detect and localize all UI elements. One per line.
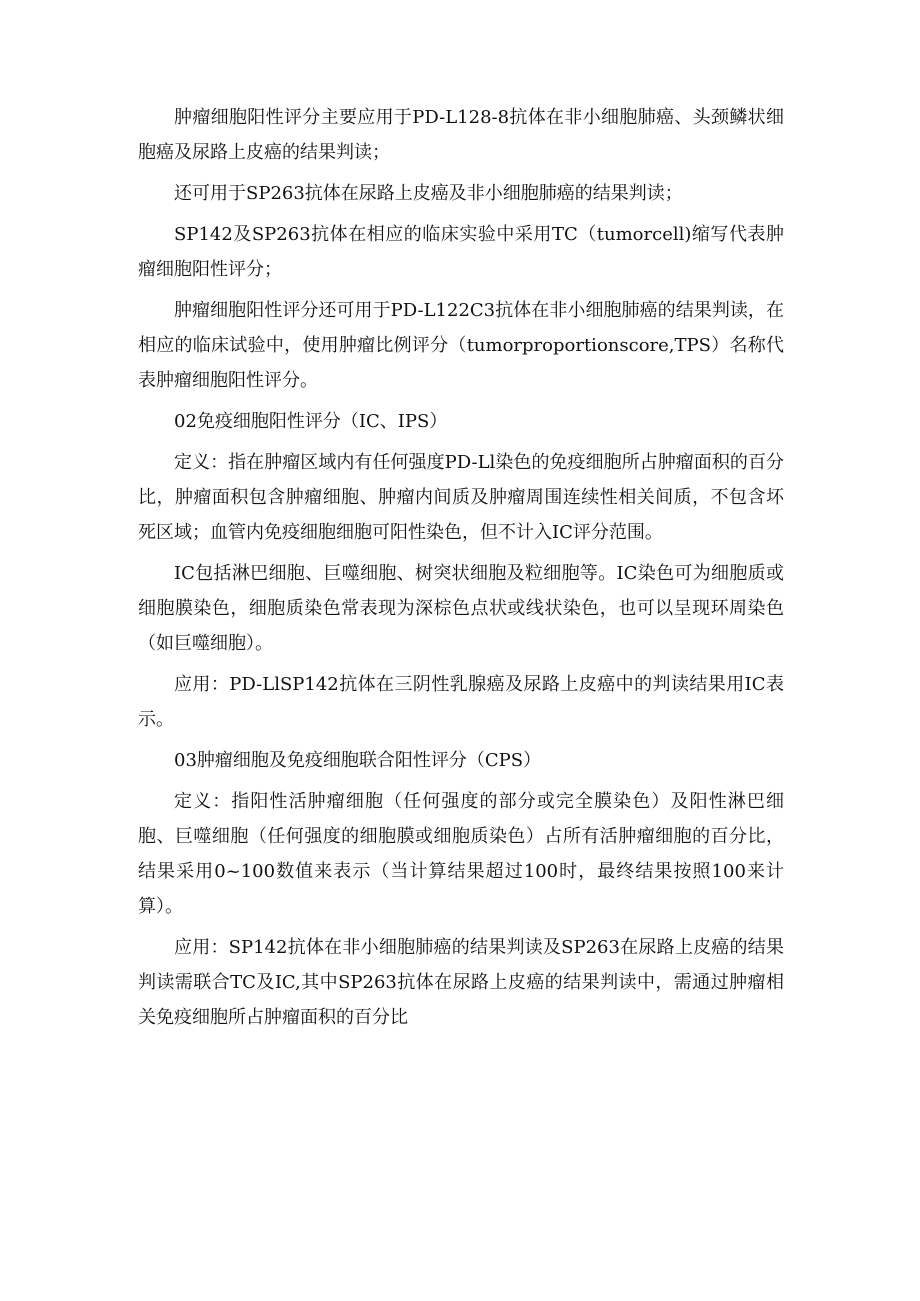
paragraph-sp263-usage: 还可用于SP263抗体在尿路上皮癌及非小细胞肺癌的结果判读； (174, 183, 683, 204)
paragraph-tc-application: 肿瘤细胞阳性评分主要应用于PD-L128-8抗体在非小细胞肺癌、头颈鳞状细胞癌及尿路上皮癌的结果判读； (138, 107, 784, 163)
paragraph-ic-cell-types: IC包括淋巴细胞、巨噬细胞、树突状细胞及粒细胞等。IC染色可为细胞质或细胞膜染色，细胞质染色常表现为深棕色点状或线状染色，也可以呈现环周染色（如巨噬细胞）。 (138, 563, 784, 654)
paragraph-tc-abbreviation: SP142及SP263抗体在相应的临床实验中采用TC（tumorcell)缩写代表肿瘤细胞阳性评分； (138, 224, 784, 280)
section-heading-ic: 02免疫细胞阳性评分（IC、IPS） (174, 411, 448, 432)
paragraph-cps-application: 应用：SP142抗体在非小细胞肺癌的结果判读及SP263在尿路上皮癌的结果判读需联合TC及IC,其中SP263抗体在尿路上皮癌的结果判读中，需通过肿瘤相关免疫细胞所占肿瘤面积的百分比 (138, 937, 784, 1028)
document-body (138, 100, 784, 1041)
section-heading-cps: 03肿瘤细胞及免疫细胞联合阳性评分（CPS） (174, 750, 542, 771)
paragraph-tps: 肿瘤细胞阳性评分还可用于PD-L122C3抗体在非小细胞肺癌的结果判读，在相应的临床试验中，使用肿瘤比例评分（tumorproportionscore,TPS）名称代表肿瘤细胞阳性评分。 (138, 300, 784, 391)
paragraph-cps-definition: 定义：指阳性活肿瘤细胞（任何强度的部分或完全膜染色）及阳性淋巴细胞、巨噬细胞（任何强度的细胞膜或细胞质染色）占所有活肿瘤细胞的百分比，结果采用0~100数值来表示（当计算结果超过100时，最终结果按照100来计算）。 (138, 791, 784, 917)
paragraph-ic-application: 应用：PD-LlSP142抗体在三阴性乳腺癌及尿路上皮癌中的判读结果用IC表示。 (138, 674, 784, 730)
paragraph-ic-definition: 定义：指在肿瘤区域内有任何强度PD-Ll染色的免疫细胞所占肿瘤面积的百分比，肿瘤面积包含肿瘤细胞、肿瘤内间质及肿瘤周围连续性相关间质，不包含坏死区域；血管内免疫细胞细胞可阳性染色，但不计入IC评分范围。 (138, 452, 784, 543)
